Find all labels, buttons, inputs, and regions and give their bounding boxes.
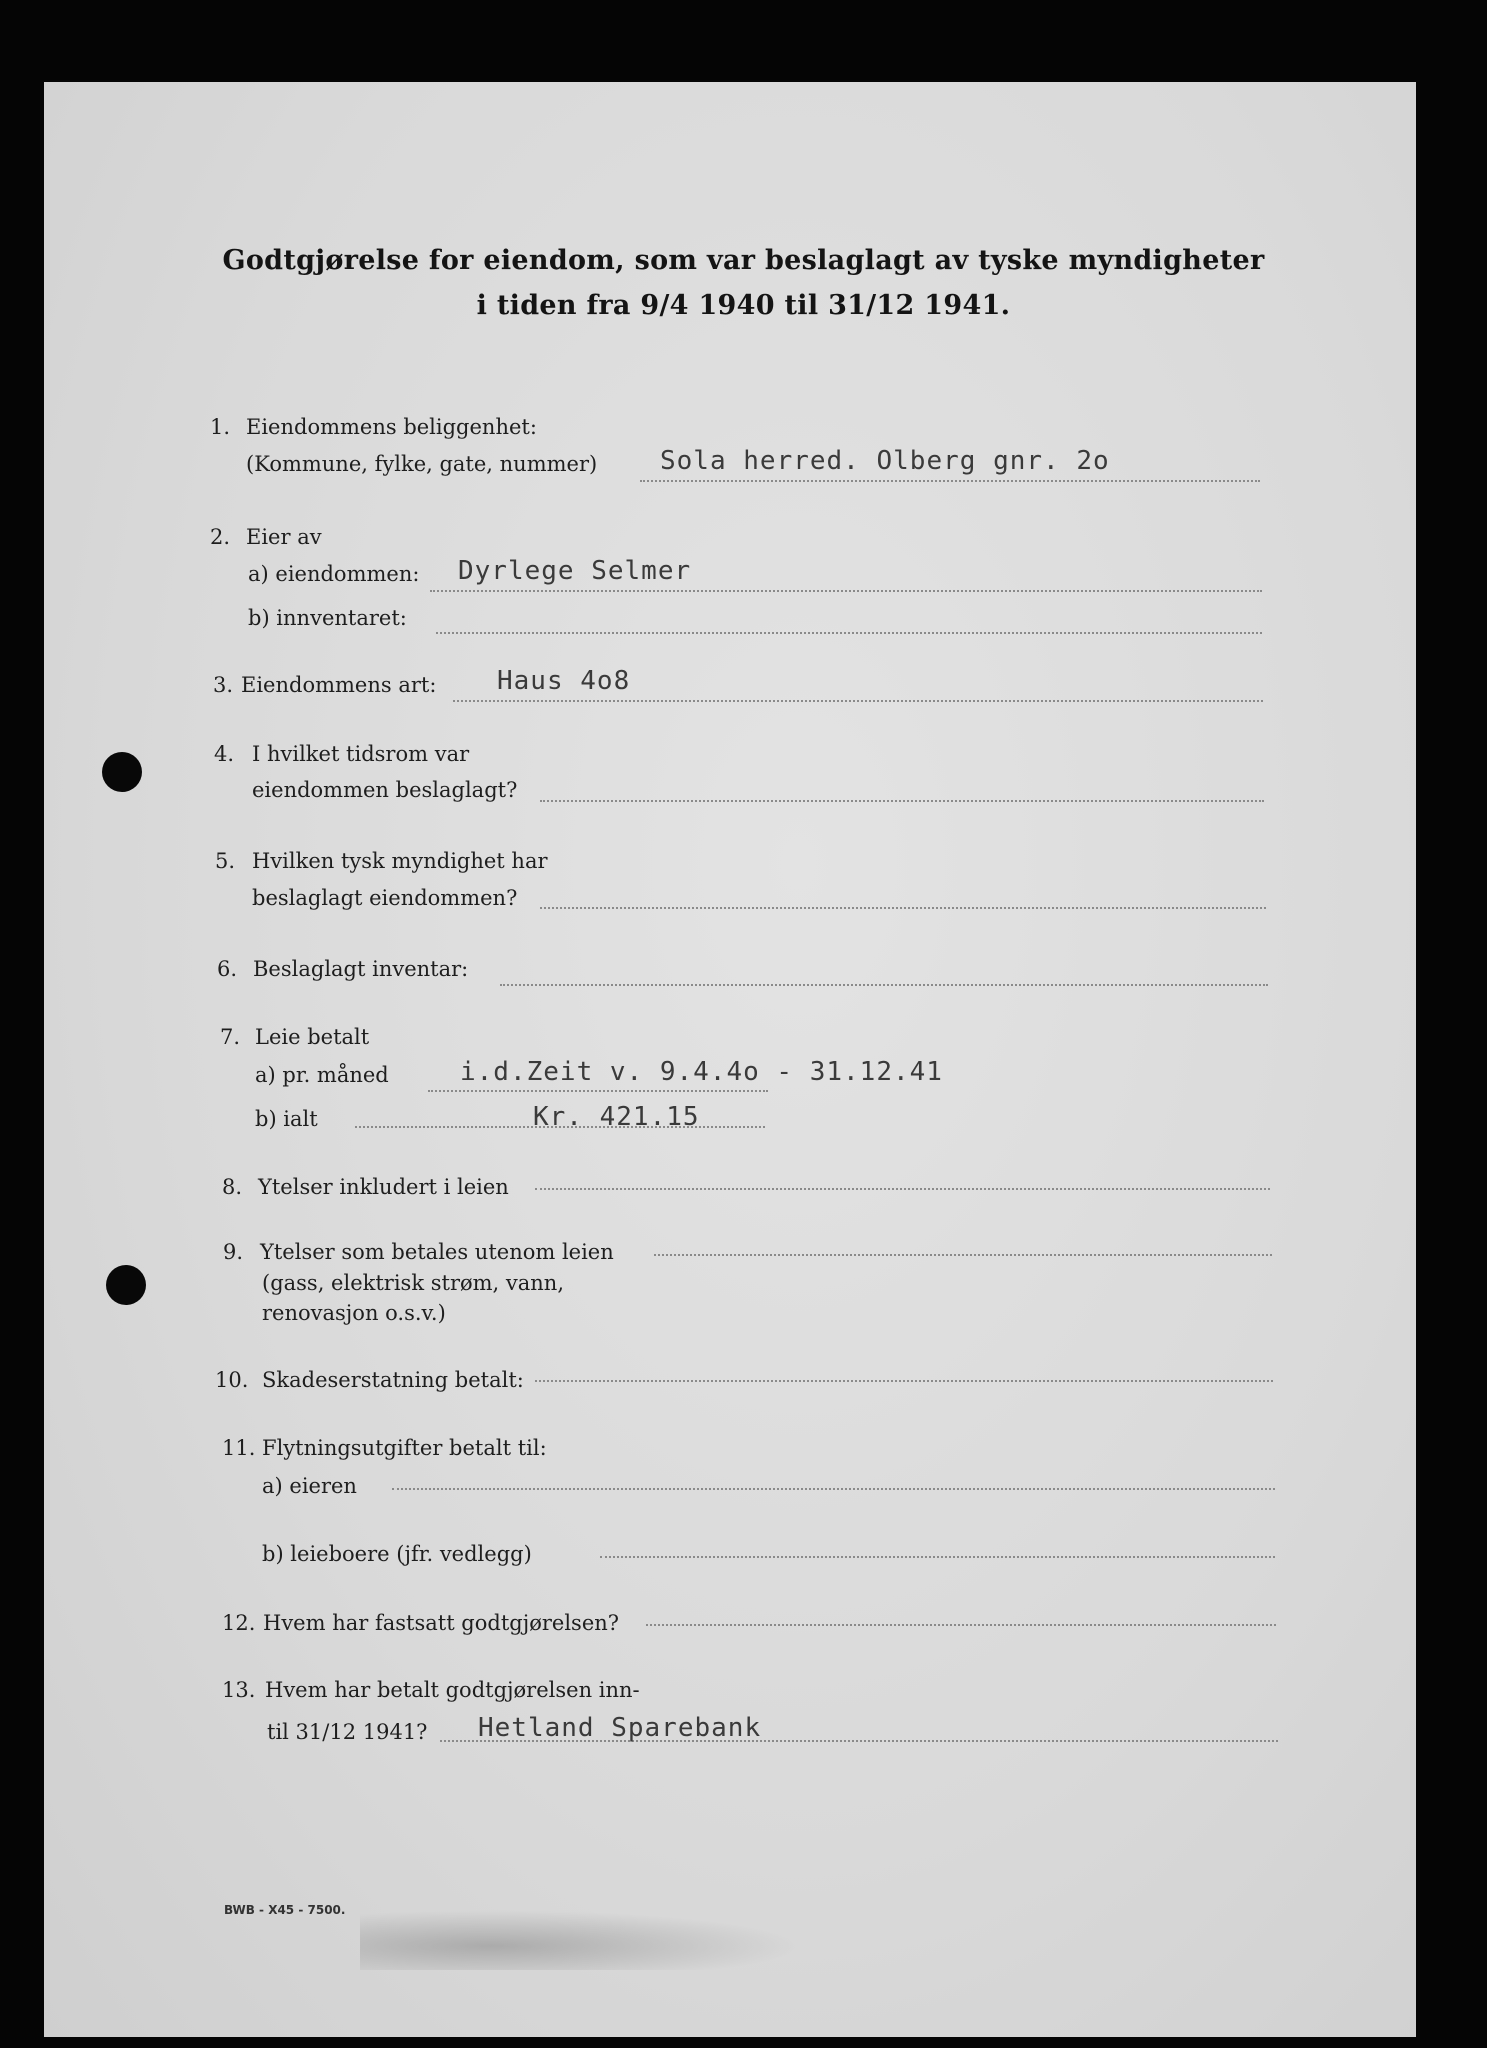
q1-answer[interactable]: Sola herred. Olberg gnr. 2o xyxy=(660,446,1110,476)
q7-number: 7. xyxy=(220,1025,241,1049)
q8-answer-line xyxy=(535,1188,1270,1190)
q1-number: 1. xyxy=(210,415,231,439)
q4-answer-line xyxy=(540,800,1264,802)
q12-answer-line xyxy=(646,1624,1276,1626)
q11b-label: b) leieboere (jfr. vedlegg) xyxy=(262,1542,532,1566)
q4-label-2: eiendommen beslaglagt? xyxy=(252,778,518,802)
q2b-label: b) innventaret: xyxy=(248,606,407,630)
q9-label: Ytelser som betales utenom leien xyxy=(260,1240,614,1264)
q1-answer-line xyxy=(640,480,1260,482)
q8-label: Ytelser inkludert i leien xyxy=(258,1175,509,1199)
q2-label: Eier av xyxy=(246,525,322,549)
q13-number: 13. xyxy=(222,1678,256,1702)
print-code: BWB - X45 - 7500. xyxy=(224,1903,346,1917)
q6-answer-line xyxy=(500,984,1268,986)
q9-number: 9. xyxy=(223,1240,244,1264)
q11a-label: a) eieren xyxy=(262,1474,357,1498)
q9-label-2: (gass, elektrisk strøm, vann, xyxy=(262,1271,564,1295)
q1-sub-label: (Kommune, fylke, gate, nummer) xyxy=(246,452,598,476)
punch-hole-top xyxy=(102,752,142,792)
q11a-answer-line xyxy=(392,1488,1275,1490)
q10-number: 10. xyxy=(215,1368,249,1392)
form-title-line-1: Godtgjørelse for eiendom, som var beslaglagt av tyske myndigheter xyxy=(222,245,1265,276)
q4-label: I hvilket tidsrom var xyxy=(252,742,470,766)
q13-label-2: til 31/12 1941? xyxy=(267,1720,428,1744)
q7-label: Leie betalt xyxy=(255,1025,370,1049)
q5-answer-line xyxy=(540,907,1266,909)
q11b-answer-line xyxy=(600,1556,1275,1558)
q2-number: 2. xyxy=(210,525,231,549)
q3-number: 3. xyxy=(213,673,234,697)
q11-label: Flytningsutgifter betalt til: xyxy=(262,1436,547,1460)
q2b-answer-line xyxy=(436,632,1262,634)
q2a-label: a) eiendommen: xyxy=(248,562,420,586)
q5-label-2: beslaglagt eiendommen? xyxy=(252,886,518,910)
q12-number: 12. xyxy=(222,1611,256,1635)
punch-hole-bottom xyxy=(106,1265,146,1305)
q9-label-3: renovasjon o.s.v.) xyxy=(262,1301,446,1325)
q11-number: 11. xyxy=(222,1436,256,1460)
q5-label: Hvilken tysk myndighet har xyxy=(252,849,548,873)
q3-answer[interactable]: Haus 4o8 xyxy=(497,666,631,696)
q1-label: Eiendommens beliggenhet: xyxy=(246,415,537,439)
q8-number: 8. xyxy=(222,1175,243,1199)
q9-answer-line xyxy=(654,1254,1272,1256)
q3-answer-line xyxy=(453,700,1263,702)
q2a-answer-line xyxy=(430,590,1262,592)
q13-answer[interactable]: Hetland Sparebank xyxy=(478,1713,762,1743)
page-smudge xyxy=(360,1910,800,1970)
q7b-answer[interactable]: Kr. 421.15 xyxy=(533,1102,700,1132)
q10-answer-line xyxy=(535,1380,1273,1382)
form-title-line-2: i tiden fra 9/4 1940 til 31/12 1941. xyxy=(476,290,1011,321)
q5-number: 5. xyxy=(215,849,236,873)
q4-number: 4. xyxy=(214,742,235,766)
q12-label: Hvem har fastsatt godtgjørelsen? xyxy=(263,1611,620,1635)
q3-label: Eiendommens art: xyxy=(241,673,437,697)
q10-label: Skadeserstatning betalt: xyxy=(262,1368,524,1392)
q7b-label: b) ialt xyxy=(255,1107,318,1131)
q7a-answer[interactable]: i.d.Zeit v. 9.4.4o - 31.12.41 xyxy=(460,1057,943,1087)
q7a-answer-line xyxy=(428,1090,768,1092)
q6-label: Beslaglagt inventar: xyxy=(253,957,469,981)
q6-number: 6. xyxy=(217,957,238,981)
q13-label: Hvem har betalt godtgjørelsen inn- xyxy=(265,1678,640,1702)
q2a-answer[interactable]: Dyrlege Selmer xyxy=(458,556,692,586)
q7a-label: a) pr. måned xyxy=(255,1063,389,1087)
